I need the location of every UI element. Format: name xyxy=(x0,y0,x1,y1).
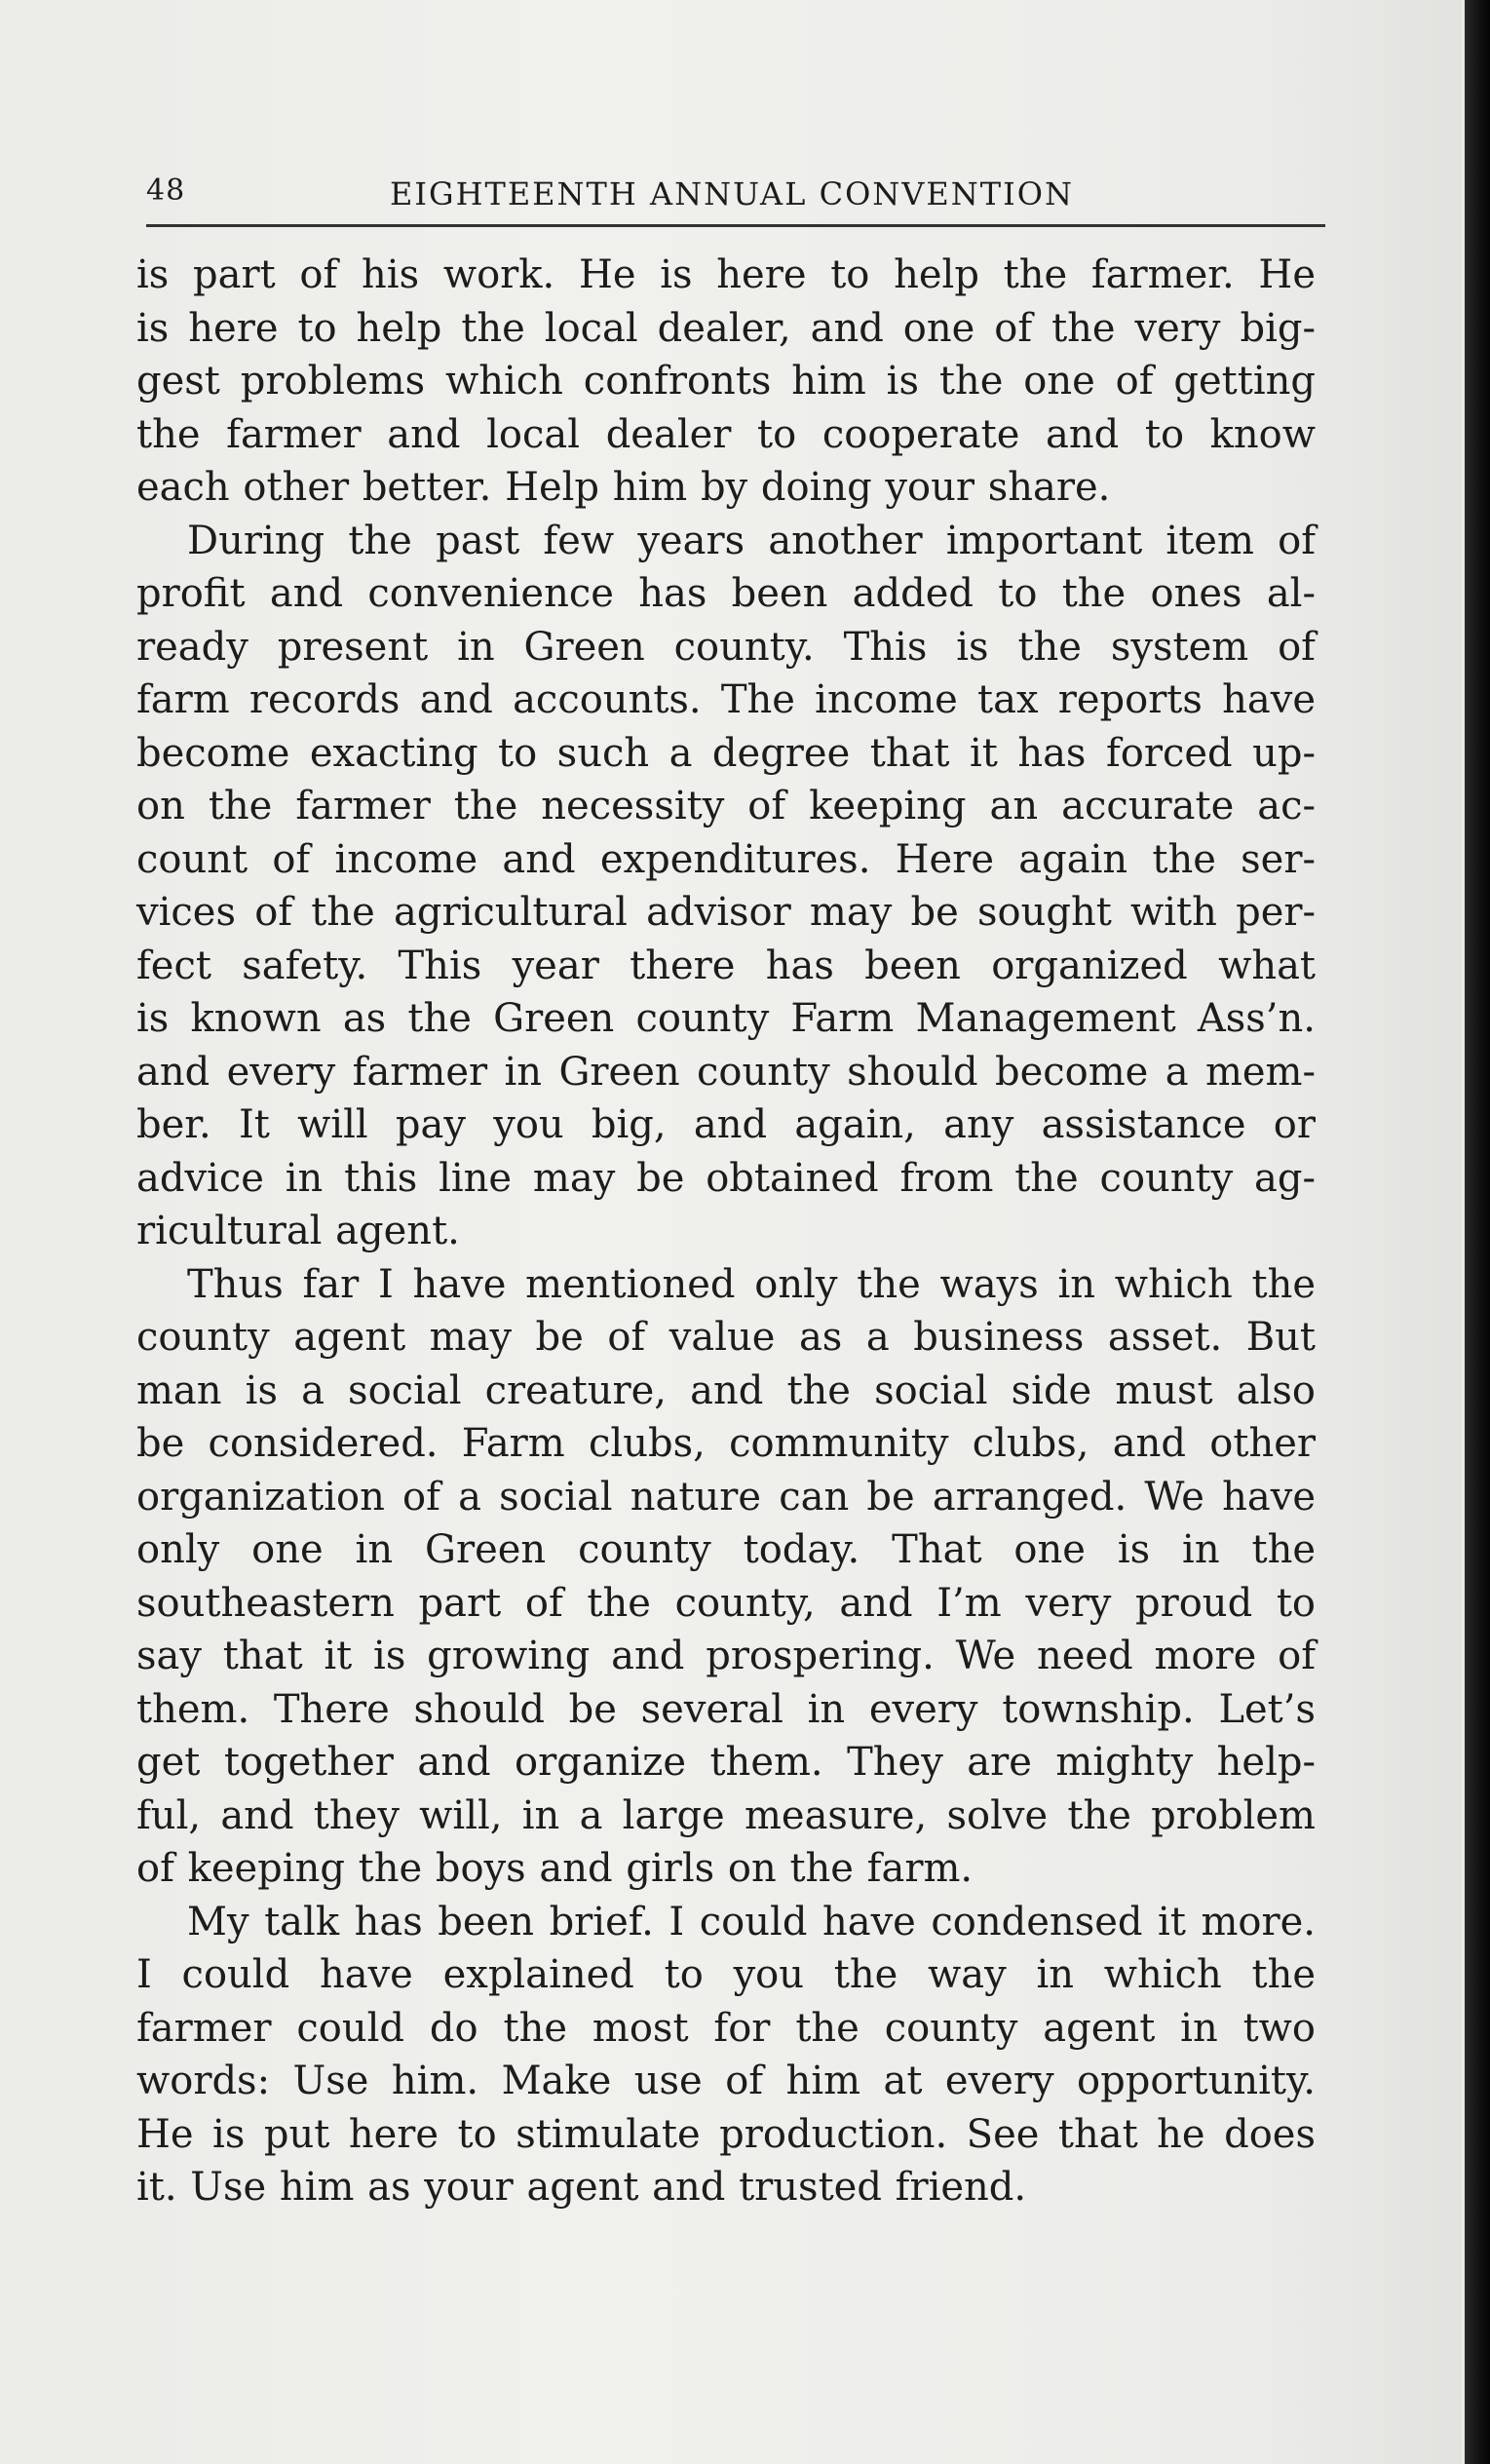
text-line: vices of the agricultural advisor may be sought with per- xyxy=(136,890,1316,935)
page-number: 48 xyxy=(146,173,186,208)
text-line: count of income and expenditures. Here again the ser- xyxy=(136,836,1316,882)
text-line: ful, and they will, in a large measure, solve the problem xyxy=(136,1792,1316,1838)
text-line: southeastern part of the county, and I’m very proud to xyxy=(136,1580,1316,1626)
text-line: only one in Green county today. That one is in the xyxy=(136,1527,1316,1572)
text-line: farmer could do the most for the county agent in two xyxy=(136,2005,1316,2051)
paragraph-start-line: Thus far I have mentioned only the ways in which the xyxy=(187,1261,1316,1307)
text-line: each other better. Help him by doing your share. xyxy=(136,465,1111,510)
text-line: is here to help the local dealer, and one of the very big- xyxy=(136,305,1316,351)
page-header xyxy=(146,166,1325,227)
body-text xyxy=(136,249,1316,2214)
text-line: ber. It will pay you big, and again, any assistance or xyxy=(136,1102,1316,1147)
text-line: gest problems which confronts him is the one of getting xyxy=(136,359,1316,404)
text-line: county agent may be of value as a business asset. But xyxy=(136,1315,1316,1360)
text-line: them. There should be several in every township. Let’s xyxy=(136,1686,1316,1732)
text-line: farm records and accounts. The income tax reports have xyxy=(136,677,1316,722)
text-line: ricultural agent. xyxy=(136,1209,460,1253)
text-line: I could have explained to you the way in which the xyxy=(136,1952,1316,1997)
text-line: profit and convenience has been added to the ones al- xyxy=(136,571,1316,616)
paragraph-start-line: My talk has been brief. I could have condensed it more. xyxy=(187,1899,1316,1944)
text-line: fect safety. This year there has been organized what xyxy=(136,943,1316,988)
text-line: become exacting to such a degree that it has forced up- xyxy=(136,730,1316,776)
text-line: advice in this line may be obtained from the county ag- xyxy=(136,1155,1316,1201)
text-line: on the farmer the necessity of keeping an accurate ac- xyxy=(136,784,1316,828)
text-line: man is a social creature, and the social side must also xyxy=(136,1367,1316,1413)
text-line: it. Use him as your agent and trusted friend. xyxy=(136,2165,1027,2210)
text-line: ready present in Green county. This is the system of xyxy=(136,624,1316,670)
book-binding-edge xyxy=(1465,0,1490,2464)
text-line: of keeping the boys and girls on the farm. xyxy=(136,1846,974,1891)
text-line: He is put here to stimulate production. See that he does xyxy=(136,2111,1316,2157)
text-line: organization of a social nature can be arranged. We have xyxy=(136,1474,1316,1520)
text-line: be considered. Farm clubs, community clubs, and other xyxy=(136,1421,1316,1466)
text-line: the farmer and local dealer to cooperate and to know xyxy=(136,411,1316,457)
paragraph-start-line: During the past few years another important item of xyxy=(187,518,1316,563)
text-line: and every farmer in Green county should become a mem- xyxy=(136,1049,1316,1095)
running-head: EIGHTEENTH ANNUAL CONVENTION xyxy=(390,175,1074,212)
text-line: say that it is growing and prospering. We need more of xyxy=(136,1634,1316,1678)
text-line: is part of his work. He is here to help the farmer. He xyxy=(136,252,1316,297)
text-line: is known as the Green county Farm Management Ass’n. xyxy=(136,996,1316,1041)
text-line: get together and organize them. They are mighty help- xyxy=(136,1740,1316,1785)
text-line: words: Use him. Make use of him at every opportunity. xyxy=(136,2059,1316,2103)
